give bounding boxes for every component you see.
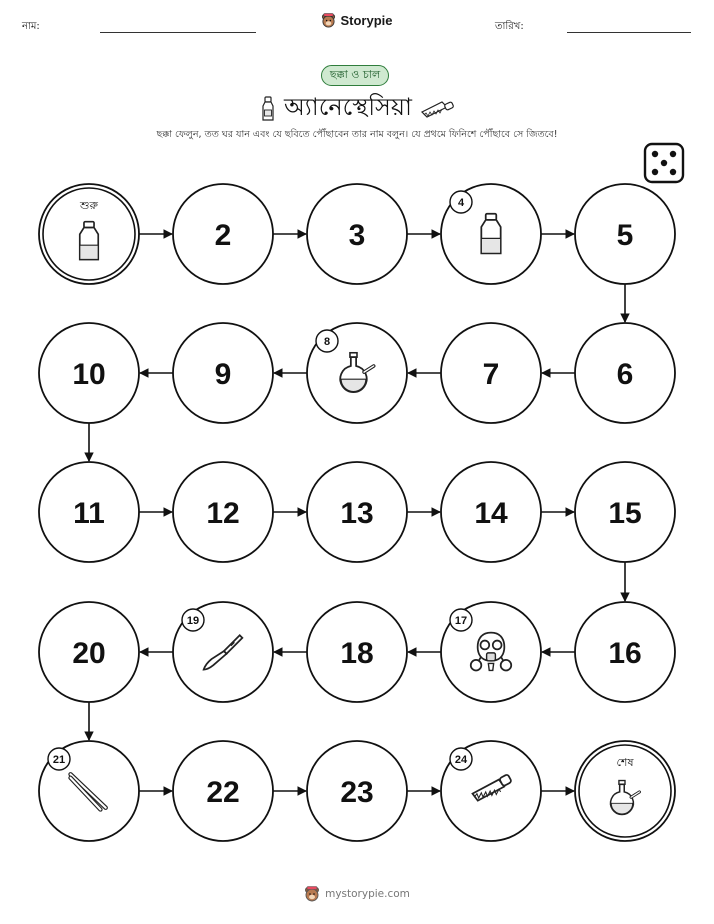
cell-number: 2 xyxy=(214,219,232,252)
cell-number: 5 xyxy=(616,219,634,252)
cell-number: 17 xyxy=(454,615,468,627)
cell-number: 20 xyxy=(72,637,106,670)
start-label: শুরু xyxy=(80,199,98,212)
cell-number: 6 xyxy=(616,358,634,391)
board-cell-6[interactable] xyxy=(575,323,675,423)
board-cell-21[interactable] xyxy=(39,741,139,841)
cell-number: 7 xyxy=(482,358,500,391)
board-cell-2[interactable] xyxy=(173,184,273,284)
board-cell-11[interactable] xyxy=(39,462,139,562)
footer xyxy=(0,886,714,906)
board-cell-20[interactable] xyxy=(39,602,139,702)
board-cell-1[interactable] xyxy=(39,184,139,284)
board-cell-17[interactable] xyxy=(441,602,541,702)
brand-name: Storypie xyxy=(340,13,393,28)
name-label: নাম: xyxy=(22,21,40,32)
cell-number: 13 xyxy=(340,497,374,530)
board-cell-4[interactable] xyxy=(441,184,541,284)
board-cell-12[interactable] xyxy=(173,462,273,562)
board-cell-3[interactable] xyxy=(307,184,407,284)
cell-number: 22 xyxy=(206,776,240,809)
cell-number: 21 xyxy=(52,754,66,766)
end-label: শেষ xyxy=(616,756,634,769)
cell-number: 9 xyxy=(214,358,232,391)
board-cell-8[interactable] xyxy=(307,323,407,423)
cell-number: 23 xyxy=(340,776,374,809)
cell-number: 15 xyxy=(608,497,642,530)
game-type-badge: ছক্কা ও চাল xyxy=(321,65,389,86)
board-cell-16[interactable] xyxy=(575,602,675,702)
cell-number: 14 xyxy=(474,497,508,530)
cell-number: 10 xyxy=(72,358,106,391)
board-cell-5[interactable] xyxy=(575,184,675,284)
instructions: ছক্কা ফেলুন, তত ঘর যান এবং যে ছবিতে পৌঁছাবেন তার নাম বলুন। যে প্রথমে ফিনিশে পৌঁছাবে সে জিতবে! xyxy=(156,129,558,140)
cell-number: 24 xyxy=(454,754,468,766)
cell-number: 8 xyxy=(323,336,331,348)
cell-number: 11 xyxy=(73,497,105,530)
bear-logo-icon xyxy=(304,886,320,902)
cell-number: 3 xyxy=(348,219,366,252)
cell-number: 18 xyxy=(340,637,374,670)
cell-number: 12 xyxy=(206,497,240,530)
cell-number: 4 xyxy=(457,197,465,209)
board-cell-25[interactable] xyxy=(575,741,675,841)
cell-number: 19 xyxy=(186,615,200,627)
board-cell-24[interactable] xyxy=(441,741,541,841)
board-cell-7[interactable] xyxy=(441,323,541,423)
cell-number: 16 xyxy=(608,637,642,670)
footer-url[interactable]: mystorypie.com xyxy=(325,888,410,900)
board-cell-22[interactable] xyxy=(173,741,273,841)
board-cell-18[interactable] xyxy=(307,602,407,702)
board-cell-10[interactable] xyxy=(39,323,139,423)
board-cell-23[interactable] xyxy=(307,741,407,841)
board-cell-15[interactable] xyxy=(575,462,675,562)
board-cell-9[interactable] xyxy=(173,323,273,423)
board-cell-14[interactable] xyxy=(441,462,541,562)
board-cell-19[interactable] xyxy=(173,602,273,702)
page-title: অ্যানেস্থেসিয়া xyxy=(283,93,413,121)
board-cell-13[interactable] xyxy=(307,462,407,562)
date-label: তারিখ: xyxy=(495,21,524,32)
